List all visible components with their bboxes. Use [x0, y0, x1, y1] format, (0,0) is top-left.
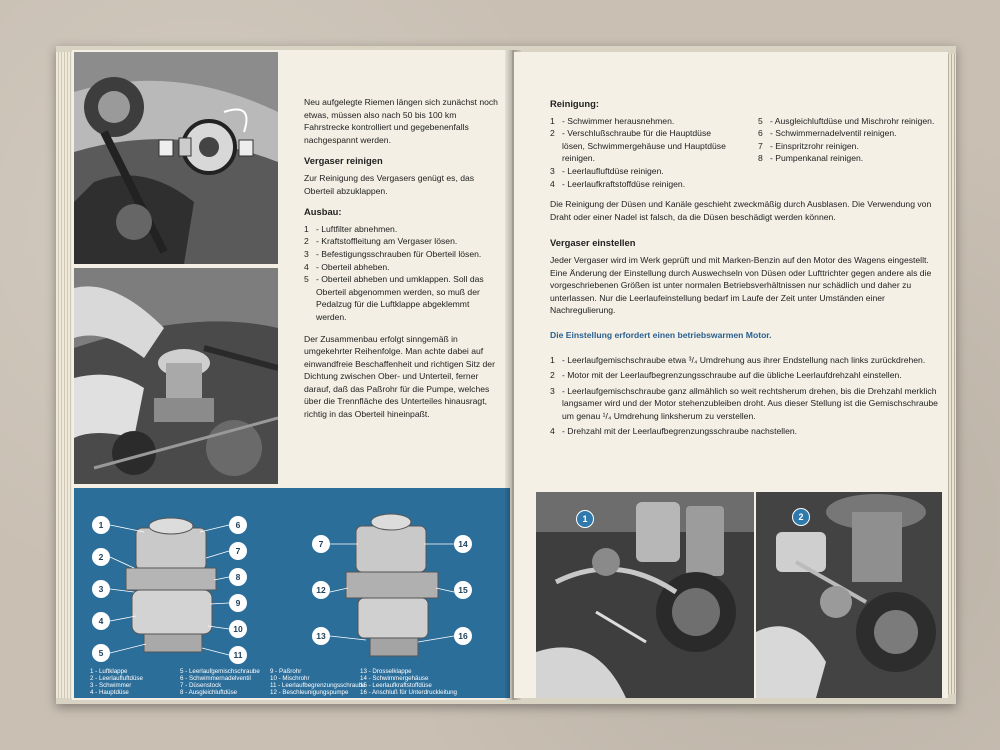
- diagram-callout: 13: [312, 627, 330, 645]
- einstellen-step-item: [550, 354, 946, 367]
- einstellen-step-item-number: 4: [550, 426, 555, 437]
- reinigung-item-number: 8: [758, 153, 763, 164]
- ausbau-item: [304, 248, 500, 261]
- reinigung-item-number: 7: [758, 140, 763, 151]
- heading-reinigung: Reinigung:: [550, 98, 599, 109]
- diagram-callout: 6: [229, 516, 247, 534]
- reinigung-text: Die Reinigung der Düsen und Kanäle geschieht zweckmäßig durch Ausblasen. Die Verwendung von Draht oder einer Nadel ist falsch, da die Düsen beschädigt werden können.: [550, 199, 932, 222]
- ausbau-item: [304, 273, 500, 323]
- reinigung-item: [758, 140, 944, 153]
- diagram-callout: 7: [229, 542, 247, 560]
- legend-entry: 14 - Schwimmergehäuse: [360, 675, 429, 682]
- legend-entry: 12 - Beschleunigungspumpe: [270, 689, 349, 696]
- photo-callout-2: 2: [792, 508, 810, 526]
- diagram-callout: 15: [454, 581, 472, 599]
- diagram-callout: 9: [229, 594, 247, 612]
- heading-ausbau: Ausbau:: [304, 206, 342, 218]
- ausbau-item-text: - Oberteil abheben.: [316, 261, 390, 272]
- ausbau-item-number: 5: [304, 274, 309, 285]
- reinigung-item-number: 5: [758, 115, 763, 126]
- diagram-callout: 12: [312, 581, 330, 599]
- ausbau-item-number: 2: [304, 236, 309, 247]
- einstellen-step-item: [550, 385, 946, 423]
- diagram-callout: 5: [92, 644, 110, 662]
- einstellen-step-item: [550, 369, 946, 382]
- heading-vergaser-reinigen: Vergaser reinigen: [304, 155, 383, 167]
- heading-vergaser-einstellen: Vergaser einstellen: [550, 237, 636, 249]
- reinigung-item: [758, 115, 944, 128]
- reinigung-item-number: 3: [550, 165, 555, 176]
- reinigung-item: [758, 127, 944, 140]
- diagram-callout: 4: [92, 612, 110, 630]
- legend-entry: 16 - Anschluß für Unterdruckleitung: [360, 689, 457, 696]
- reinigung-columns: [550, 115, 946, 191]
- reinigung-item-number: 1: [550, 115, 555, 126]
- photo-belt-pulley: [74, 52, 278, 264]
- photo-idle-mixture-screw: [536, 492, 754, 698]
- right-page: [514, 52, 948, 698]
- einstellen-step-item-text: - Motor mit der Leerlaufbegrenzungsschraube auf die übliche Leerlaufdrehzahl einstellen.: [562, 370, 902, 381]
- ausbau-list: [304, 223, 500, 324]
- reinigung-item-text: - Schwimmernadelventil reinigen.: [770, 128, 897, 139]
- reinigung-item-text: - Verschlußschraube für die Hauptdüse lösen, Schwimmergehäuse und Hauptdüse reinigen.: [562, 128, 726, 164]
- reinigung-item-text: - Ausgleichluftdüse und Mischrohr reinigen.: [770, 115, 935, 126]
- legend-entry: 13 - Drosselklappe: [360, 668, 412, 675]
- legend-entry: 2 - Leerlaufluftdüse: [90, 675, 143, 682]
- reinigung-item-number: 4: [550, 178, 555, 189]
- legend-entry: 15 - Leerlaufkraftstoffdüse: [360, 682, 432, 689]
- reinigung-item: [550, 127, 736, 165]
- ausbau-item-number: 1: [304, 223, 309, 234]
- photo-callout-1: 1: [576, 510, 594, 528]
- diagram-legend: [90, 668, 510, 698]
- legend-entry: 11 - Leerlaufbegrenzungsschraube: [270, 682, 366, 689]
- ausbau-item-text: - Befestigungsschrauben für Oberteil lösen.: [316, 248, 482, 259]
- diagram-callout: 3: [92, 580, 110, 598]
- reinigung-item: [758, 152, 944, 165]
- reinigung-item-text: - Leerlaufluftdüse reinigen.: [562, 165, 664, 176]
- diagram-callout: 1: [92, 516, 110, 534]
- legend-entry: 6 - Schwimmernadelventil: [180, 675, 251, 682]
- einstellen-step-item-text: - Drehzahl mit der Leerlaufbegrenzungsschraube nachstellen.: [562, 426, 798, 437]
- legend-entry: 4 - Hauptdüse: [90, 689, 129, 696]
- page-edge-left: [56, 52, 72, 698]
- ausbau-item-number: 3: [304, 248, 309, 259]
- einstellen-step-item-number: 3: [550, 385, 555, 396]
- diagram-callout: 16: [454, 627, 472, 645]
- photo-idle-limit-screw: [756, 492, 942, 698]
- reinigung-list-left: [550, 115, 736, 191]
- diagram-callout: 11: [229, 646, 247, 664]
- diagram-callout: 7: [312, 535, 330, 553]
- reinigung-item-number: 2: [550, 128, 555, 139]
- reinigung-item: [550, 178, 736, 191]
- legend-entry: 3 - Schwimmer: [90, 682, 132, 689]
- ausbau-item-number: 4: [304, 261, 309, 272]
- legend-entry: 5 - Leerlaufgemischschraube: [180, 668, 260, 675]
- einstellen-step-item-text: - Leerlaufgemischschraube ganz allmählich so weit rechtsherum drehen, bis die Drehzahl merklich langsamer wird und der Motor stehenzubleiben droht. Aus dieser Stellung ist die Gemischschraube um genau ¹/₄ Umdrehung linksherum zu verstellen.: [562, 385, 938, 421]
- reinigung-item: [550, 115, 736, 128]
- legend-entry: 1 - Luftklappe: [90, 668, 128, 675]
- reinigung-item-text: - Schwimmer herausnehmen.: [562, 115, 675, 126]
- clean-text: Zur Reinigung des Vergasers genügt es, das Oberteil abzuklappen.: [304, 172, 475, 196]
- diagram-callout: 10: [229, 620, 247, 638]
- reinigung-list-right: [758, 115, 944, 191]
- diagram-callout: 2: [92, 548, 110, 566]
- reinigung-item-text: - Einspritzrohr reinigen.: [770, 140, 859, 151]
- ausbau-item: [304, 261, 500, 274]
- carburettor-parts-drawing: [74, 488, 510, 698]
- einstellen-steps-list: [550, 354, 946, 439]
- legend-entry: 8 - Ausgleichluftdüse: [180, 689, 238, 696]
- ausbau-item: [304, 235, 500, 248]
- left-text-column: [304, 96, 500, 430]
- legend-entry: 9 - Paßrohr: [270, 668, 302, 675]
- einstellen-step-item: [550, 425, 946, 438]
- carburettor-diagram-panel: [74, 488, 510, 698]
- einstellen-step-item-text: - Leerlaufgemischschraube etwa ³/₄ Umdrehung aus ihrer Endstellung nach links zurückdrehen.: [562, 354, 926, 365]
- reinigung-item-number: 6: [758, 128, 763, 139]
- ausbau-item-text: - Luftfilter abnehmen.: [316, 223, 398, 234]
- reinigung-item-text: - Pumpenkanal reinigen.: [770, 153, 864, 164]
- belt-intro-text: Neu aufgelegte Riemen längen sich zunächst noch etwas, müssen also nach 50 bis 100 km Fahrstrecke kontrolliert und gegebenenfalls nachgespannt werden.: [304, 97, 498, 145]
- diagram-callout: 8: [229, 568, 247, 586]
- zusammenbau-text: Der Zusammenbau erfolgt sinngemäß in umgekehrter Reihenfolge. Man achte dabei auf einwandfreie Beschaffenheit und richtigen Sitz der Dichtung zwischen Ober- und Unterteil, ferner darauf, daß das Paßrohr für die Pumpe, welches über die Trennfläche des Unterteiles hinausragt, richtig in das Oberteil hineinpaßt.: [304, 333, 495, 420]
- einstellen-text: Jeder Vergaser wird im Werk geprüft und mit Marken-Benzin auf den Motor des Wagens eingestellt. Eine Änderung der Einstellung durch Auswechseln von Düsen oder Lufttrichter gegen andere als die vorgeschriebenen Größen ist unter normalen Betriebsverhältnissen nur schädlich und daher zu unterlassen. Nur die Leerlaufeinstellung bedarf im Laufe der Zeit unter Umständen einer Nachregulierung.: [550, 254, 932, 316]
- legend-entry: 7 - Düsenstock: [180, 682, 222, 689]
- ausbau-item-text: - Oberteil abheben und umklappen. Soll das Oberteil abgenommen werden, so muß der Pedalzug für die Luftklappe abgeklemmt werden.: [316, 274, 484, 322]
- einstellen-step-item-number: 1: [550, 354, 555, 365]
- einstellen-step-item-number: 2: [550, 370, 555, 381]
- right-text-column: [550, 98, 946, 441]
- photo-carburettor-removal: [74, 268, 278, 484]
- legend-entry: 10 - Mischrohr: [270, 675, 310, 682]
- warm-engine-notice: Die Einstellung erfordert einen betriebswarmen Motor.: [550, 329, 772, 340]
- ausbau-item: [304, 223, 500, 236]
- reinigung-item: [550, 165, 736, 178]
- ausbau-item-text: - Kraftstoffleitung am Vergaser lösen.: [316, 236, 458, 247]
- reinigung-item-text: - Leerlaufkraftstoffdüse reinigen.: [562, 178, 686, 189]
- diagram-callout: 14: [454, 535, 472, 553]
